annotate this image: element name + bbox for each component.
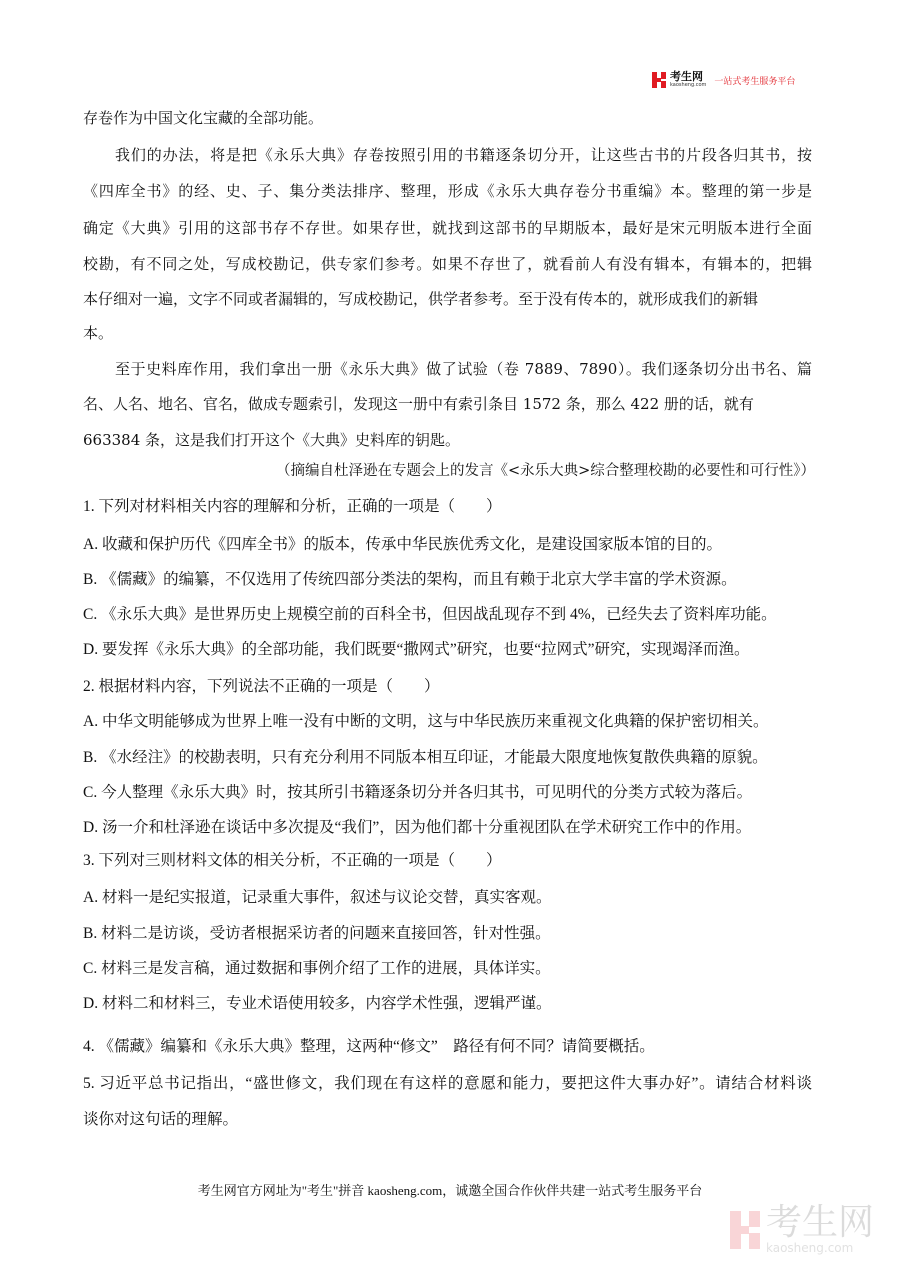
header-slogan: 一站式考生服务平台 (714, 76, 796, 87)
passage-line: 我们的办法，将是把《永乐大典》存卷按照引用的书籍逐条切分开，让这些古书的片段各归其书，按 (115, 146, 812, 164)
question-1-stem: 1. 下列对材料相关内容的理解和分析，正确的一项是（ ） (83, 498, 502, 515)
kaosheng-logo-icon (652, 72, 666, 88)
question-3-option-b: B. 材料二是访谈，受访者根据采访者的问题来直接回答，针对性强。 (83, 925, 551, 942)
footer-text: 考生网官方网址为"考生"拼音 kaosheng.com，诚邀全国合作伙伴共建一站式考生服务平台 (197, 1183, 703, 1198)
passage-source: （摘编自杜泽逊在专题会上的发言《<永乐大典>综合整理校勘的必要性和可行性》） (275, 463, 815, 479)
question-1-option-b: B. 《儒藏》的编纂，不仅选用了传统四部分类法的架构，而且有赖于北京大学丰富的学术资源。 (83, 571, 737, 588)
question-1-option-c: C. 《永乐大典》是世界历史上规模空前的百科全书，但因战乱现存不到 4%，已经失去了资料库功能。 (83, 606, 777, 623)
passage-line: 确定《大典》引用的这部书存不存世。如果存世，就找到这部书的早期版本，最好是宋元明版本进行全面 (83, 219, 812, 237)
watermark (730, 1202, 875, 1255)
passage-line: 校勘，有不同之处，写成校勘记，供专家们参考。如果不存世了，就看前人有没有辑本，有辑本的，把辑 (83, 255, 812, 273)
question-2-option-c: C. 今人整理《永乐大典》时，按其所引书籍逐条切分并各归其书，可见明代的分类方式较为落后。 (83, 784, 753, 801)
watermark-url: kaosheng.com (766, 1241, 854, 1255)
question-3-option-a: A. 材料一是纪实报道，记录重大事件，叙述与议论交替，真实客观。 (83, 889, 552, 906)
question-2-option-d: D. 汤一介和杜泽逊在谈话中多次提及“我们”，因为他们都十分重视团队在学术研究工作中的作用。 (83, 819, 752, 836)
watermark-name: 考生网 (766, 1202, 875, 1243)
passage-line: 至于史料库作用，我们拿出一册《永乐大典》做了试验（卷 7889、7890）。我们逐条切分出书名、篇 (115, 360, 812, 378)
question-1-option-a: A. 收藏和保护历代《四库全书》的版本，传承中华民族优秀文化，是建设国家版本馆的目的。 (83, 536, 722, 553)
logo-url: kaosheng.com (670, 82, 707, 88)
question-2-stem: 2. 根据材料内容，下列说法不正确的一项是（ ） (83, 678, 440, 695)
question-3-option-d: D. 材料二和材料三，专业术语使用较多，内容学术性强，逻辑严谨。 (83, 995, 552, 1012)
question-3-option-c: C. 材料三是发言稿，通过数据和事例介绍了工作的进展，具体详实。 (83, 960, 551, 977)
passage-line: 本仔细对一遍，文字不同或者漏辑的，写成校勘记，供学者参考。至于没有传本的，就形成我们的新辑 (83, 290, 759, 308)
question-1-option-d: D. 要发挥《永乐大典》的全部功能，我们既要“撒网式”研究，也要“拉网式”研究，实现竭泽而渔。 (83, 641, 750, 658)
passage-line: 名、人名、地名、官名，做成专题索引，发现这一册中有索引条目 1572 条，那么 422 册的话，就有 (83, 395, 754, 413)
passage-line: 本。 (83, 324, 114, 342)
question-3-stem: 3. 下列对三则材料文体的相关分析，不正确的一项是（ ） (83, 852, 502, 869)
header-logo (652, 72, 795, 88)
question-5-stem: 5. 习近平总书记指出，“盛世修文，我们现在有这样的意愿和能力，要把这件大事办好”。请结合材料谈 (83, 1075, 812, 1092)
passage-line: 存卷作为中国文化宝藏的全部功能。 (83, 109, 324, 127)
question-2-option-a: A. 中华文明能够成为世界上唯一没有中断的文明，这与中华民族历来重视文化典籍的保护密切相关。 (83, 713, 769, 730)
logo-name: 考生网 (670, 70, 703, 83)
question-4-stem: 4. 《儒藏》编纂和《永乐大典》整理，这两种“修文” 路径有何不同？请简要概括。 (83, 1038, 655, 1055)
question-2-option-b: B. 《水经注》的校勘表明，只有充分利用不同版本相互印证，才能最大限度地恢复散佚典籍的原貌。 (83, 749, 768, 766)
watermark-logo-icon (730, 1211, 760, 1249)
question-5-stem-cont: 谈你对这句话的理解。 (83, 1111, 239, 1128)
passage-line: 《四库全书》的经、史、子、集分类法排序、整理，形成《永乐大典存卷分书重编》本。整理的第一步是 (83, 182, 812, 200)
passage-line: 663384 条，这是我们打开这个《大典》史料库的钥匙。 (83, 431, 461, 449)
